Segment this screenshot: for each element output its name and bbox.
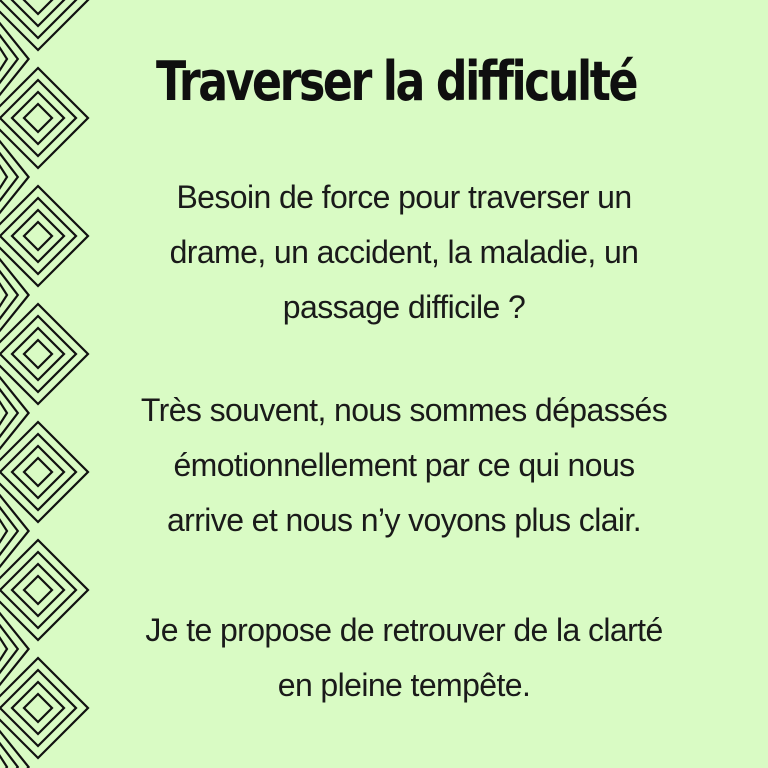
diamond-shape <box>24 0 52 14</box>
chevron-shape <box>0 517 7 545</box>
diamond-shape <box>0 0 76 38</box>
diamond-shape <box>24 458 52 486</box>
text-line: en pleine tempête. <box>277 667 531 703</box>
paragraph-offer <box>84 603 724 713</box>
paragraph-intro <box>84 170 724 335</box>
page-title: Traverser la difficulté <box>155 50 637 113</box>
chevron-shape <box>0 375 29 451</box>
chevron-shape <box>0 753 7 768</box>
text-line: arrive et nous n’y voyons plus clair. <box>166 502 642 538</box>
chevron-shape <box>0 163 7 191</box>
text-line: Besoin de force pour traverser un <box>176 179 632 215</box>
chevron-shape <box>0 635 7 663</box>
text-line: Je te propose de retrouver de la clarté <box>145 612 663 648</box>
diamond-shape <box>12 92 64 144</box>
diamond-shape <box>24 222 52 250</box>
text-line: drame, un accident, la maladie, un <box>169 234 639 270</box>
diamond-shape <box>12 682 64 734</box>
diamond-shape <box>24 576 52 604</box>
chevron-shape <box>0 493 29 569</box>
diamond-shape <box>12 210 64 262</box>
chevron-shape <box>0 21 29 97</box>
chevron-shape <box>0 281 7 309</box>
chevron-shape <box>0 399 7 427</box>
text-line: Très souvent, nous sommes dépassés <box>140 392 668 428</box>
diamond-shape <box>12 328 64 380</box>
chevron-shape <box>0 257 29 333</box>
diamond-shape <box>24 104 52 132</box>
chevron-shape <box>0 741 18 768</box>
diamond-shape <box>24 340 52 368</box>
chevron-shape <box>0 45 7 73</box>
chevron-shape <box>0 139 29 215</box>
text-line: passage difficile ? <box>282 289 526 325</box>
diamond-shape <box>24 694 52 722</box>
text-line: émotionnellement par ce qui nous <box>173 447 635 483</box>
diamond-shape <box>12 446 64 498</box>
paragraph-description <box>84 383 724 548</box>
diamond-shape <box>12 564 64 616</box>
chevron-shape <box>0 611 29 687</box>
